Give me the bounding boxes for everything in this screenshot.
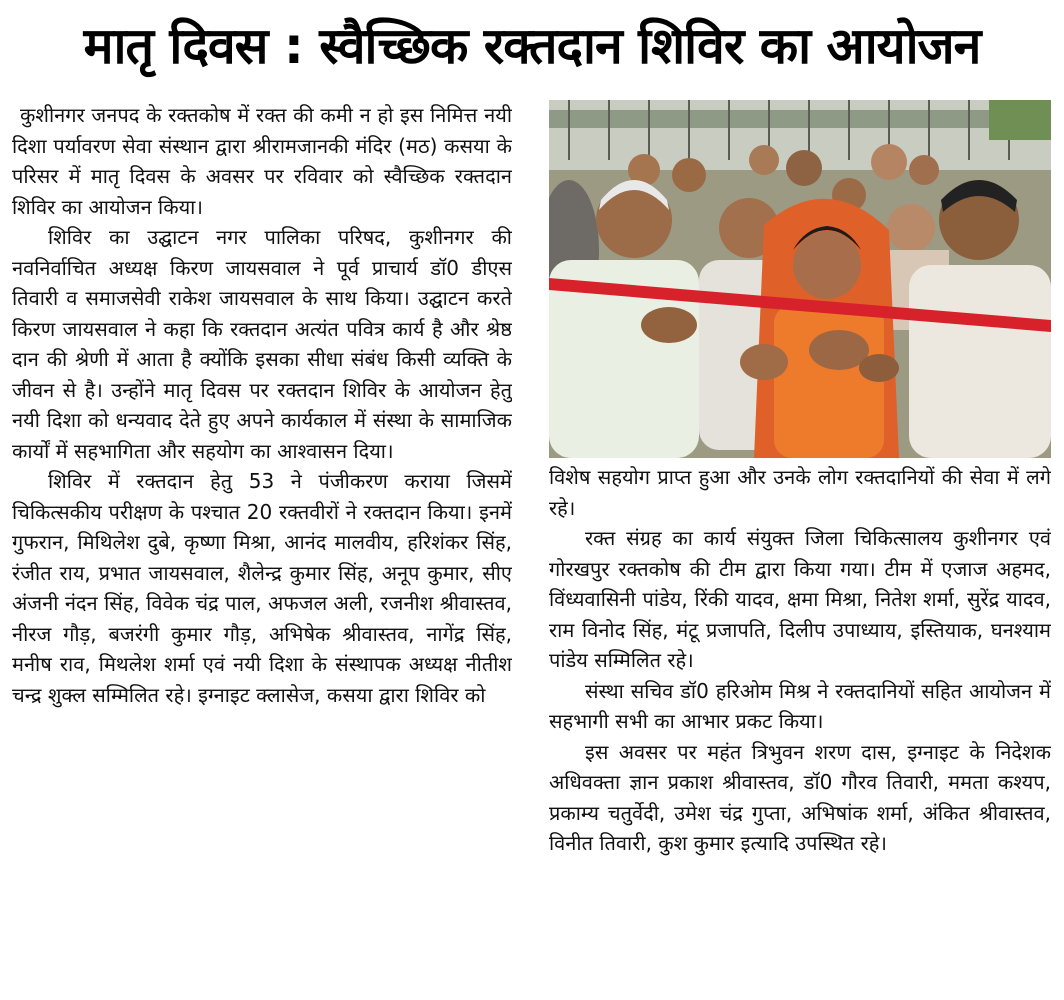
paragraph-support: विशेष सहयोग प्राप्त हुआ और उनके लोग रक्तदानियों की सेवा में लगे रहे। <box>549 465 1051 520</box>
paragraph-inauguration: शिविर का उद्घाटन नगर पालिका परिषद, कुशीनगर की नवनिर्वाचित अध्यक्ष किरण जायसवाल ने पूर्व प्राचार्य डॉ0 डीएस तिवारी व समाजसेवी राकेश जायसवाल के साथ किया। उद्घाटन करते किरण जायसवाल ने कहा कि रक्तदान अत्यंत पवित्र कार्य है और श्रेष्ठ दान की श्रेणी में आता है क्योंकि इसका सीधा संबंध किसी व्यक्ति के जीवन से है। उन्होंने मातृ दिवस पर रक्तदान शिविर के आयोजन हेतु नयी दिशा को धन्यवाद देते हुए अपने कार्यकाल में संस्था के सामाजिक कार्यों में सहभागिता और सहयोग का आश्वासन दिया। <box>12 225 512 463</box>
article-right-column <box>549 100 1051 992</box>
paragraph-thanks: संस्था सचिव डॉ0 हरिओम मिश्र ने रक्तदानियों सहित आयोजन में सहभागी सभी का आभार प्रकट किया। <box>549 678 1051 733</box>
article-right-text <box>549 462 1051 992</box>
paragraph-blood-collection: रक्त संग्रह का कार्य संयुक्त जिला चिकित्सालय कुशीनगर एवं गोरखपुर रक्तकोष की टीम द्वारा किया गया। टीम में एजाज अहमद, विंध्यवासिनी पांडेय, रिंकी यादव, क्षमा मिश्रा, नितेश शर्मा, सुरेंद्र यादव, राम विनोद सिंह, मंटू प्रजापति, दिलीप उपाध्याय, इस्तियाक, घनश्याम पांडेय सम्मिलित रहे। <box>549 526 1051 672</box>
news-photo <box>549 100 1051 458</box>
paragraph-donors: शिविर में रक्तदान हेतु 53 ने पंजीकरण कराया जिसमें चिकित्सकीय परीक्षण के पश्चात 20 रक्तवीरों ने रक्तदान किया। इनमें गुफरान, मिथिलेश दुबे, कृष्णा मिश्रा, आनंद मालवीय, हरिशंकर सिंह, रंजीत राय, प्रभात जायसवाल, शैलेन्द्र कुमार सिंह, अनूप कुमार, सीए अंजनी नंदन सिंह, विवेक चंद्र पाल, अफजल अली, रजनीश श्रीवास्तव, नीरज गौड़, बजरंगी कुमार गौड़, अभिषेक श्रीवास्तव, नागेंद्र सिंह, मनीष राव, मिथलेश शर्मा एवं नयी दिशा के संस्थापक अध्यक्ष नीतीश चन्द्र शुक्ल सम्मिलित रहे। इग्नाइट क्लासेज, कसया द्वारा शिविर को <box>12 469 512 707</box>
article-left-column <box>12 100 512 995</box>
headline: मातृ दिवस : स्वैच्छिक रक्तदान शिविर का आयोजन <box>83 17 981 75</box>
paragraph-intro: कुशीनगर जनपद के रक्तकोष में रक्त की कमी न हो इस निमित्त नयी दिशा पर्यावरण सेवा संस्थान द्वारा श्रीरामजानकी मंदिर (मठ) कसया के परिसर में मातृ दिवस के अवसर पर रविवार को स्वैच्छिक रक्तदान शिविर का आयोजन किया। <box>12 103 512 219</box>
paragraph-attendees: इस अवसर पर महंत त्रिभुवन शरण दास, इग्नाइट के निदेशक अधिवक्ता ज्ञान प्रकाश श्रीवास्तव, डॉ0 गौरव तिवारी, ममता कश्यप, प्रकाम्य चतुर्वेदी, उमेश चंद्र गुप्ता, अभिषांक शर्मा, अंकित श्रीवास्तव, विनीत तिवारी, कुश कुमार इत्यादि उपस्थित रहे। <box>549 739 1051 855</box>
ribbon-cutting-photo-image <box>549 100 1051 458</box>
